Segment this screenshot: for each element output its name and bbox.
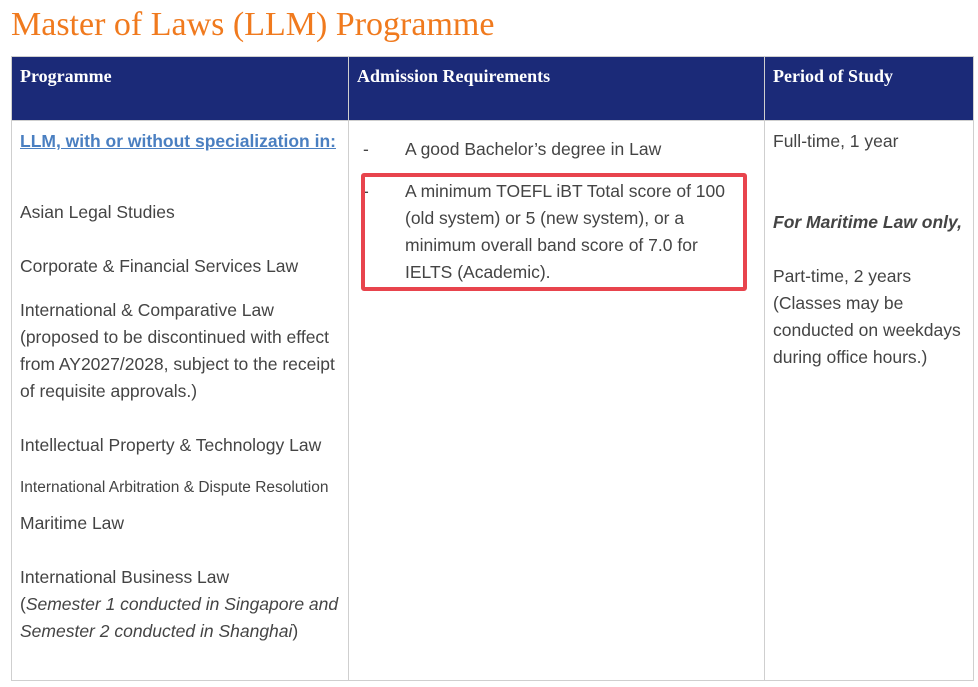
ibl-note-italic: Semester 1 conducted in Singapore and Semester 2 conducted in Shanghai — [20, 594, 339, 641]
period-maritime-heading — [773, 209, 968, 236]
bullet-dash: - — [363, 181, 369, 201]
ibl-note-open: ( — [20, 594, 26, 614]
bullet-dash: - — [363, 139, 369, 159]
spec-international-arbitration: International Arbitration & Dispute Resolution — [20, 479, 329, 496]
period-full-time: Full-time, 1 year — [773, 131, 899, 151]
table-row — [12, 121, 974, 681]
spec-intellectual-property-technology-law: Intellectual Property & Technology Law — [20, 435, 322, 455]
ibl-note-close: ) — [292, 621, 299, 641]
maritime-heading-text: For Maritime Law only, — [773, 212, 962, 232]
spec-maritime-law: Maritime Law — [20, 513, 125, 533]
llm-specialization-link[interactable]: LLM, with or without specialization in: — [20, 131, 336, 151]
spec-corporate-financial-services-law: Corporate & Financial Services Law — [20, 256, 299, 276]
requirement-english-proficiency: A minimum TOEFL iBT Total score of 100 (old system) or 5 (new system), or a minimum overall band score of 7.0 for IELTS (Academic). — [405, 181, 725, 282]
highlight-box — [361, 173, 747, 291]
page-title: Master of Laws (LLM) Programme — [11, 6, 495, 43]
period-classes-note: (Classes may be conducted on weekdays during office hours.) — [773, 293, 961, 367]
spec-discontinuation-note: (proposed to be discontinued with effect from AY2027/2028, subject to the receipt of requisite approvals.) — [20, 327, 335, 401]
requirement-bachelor-degree: A good Bachelor’s degree in Law — [405, 139, 662, 159]
spec-international-comparative-law: International & Comparative Law — [20, 300, 274, 320]
admission-cell — [349, 121, 765, 681]
header-programme: Programme — [12, 57, 349, 121]
programme-cell — [12, 121, 349, 681]
period-cell — [765, 121, 974, 681]
ibl-location-note — [20, 591, 345, 645]
spec-international-business-law: International Business Law — [20, 567, 230, 587]
table-header-row — [12, 57, 974, 121]
header-period-of-study: Period of Study — [765, 57, 974, 121]
period-part-time: Part-time, 2 years — [773, 266, 912, 286]
header-admission-requirements: Admission Requirements — [349, 57, 765, 121]
spec-asian-legal-studies: Asian Legal Studies — [20, 202, 175, 222]
programme-table — [11, 56, 974, 681]
